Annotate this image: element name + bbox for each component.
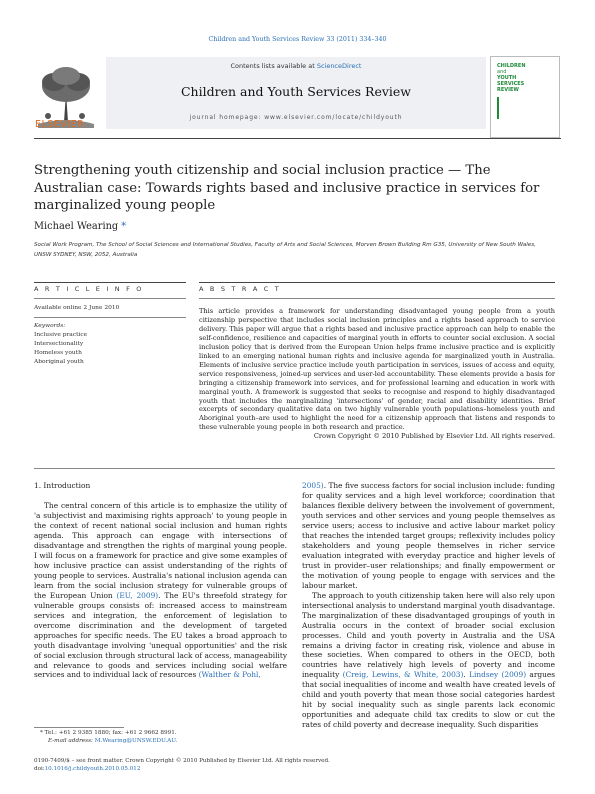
info-mid-rule xyxy=(34,317,186,318)
keyword: Intersectionality xyxy=(34,340,84,347)
abstract-top-rule xyxy=(199,282,555,283)
keyword: Aboriginal youth xyxy=(34,358,84,365)
keywords-block xyxy=(34,322,184,367)
issn-line: 0190-7409/$ – see front matter. Crown Copyright © 2010 Published by Elsevier Ltd. All rights reserved. xyxy=(34,758,330,764)
abstract-bottom-rule xyxy=(34,468,555,469)
publisher-name: ELSEVIER xyxy=(35,119,85,130)
keyword: Inclusive practice xyxy=(34,331,88,338)
cover-line: CHILDREN xyxy=(497,63,526,69)
abstract-heading: A B S T R A C T xyxy=(199,285,281,293)
doi-link[interactable]: 10.1016/j.childyouth.2010.05.012 xyxy=(44,766,141,772)
section-heading-introduction: 1. Introduction xyxy=(34,481,91,490)
abstract-body xyxy=(199,307,555,441)
author-footnote xyxy=(40,730,280,746)
contents-prefix: Contents lists available at xyxy=(230,62,317,70)
right-column xyxy=(302,481,555,730)
author-line xyxy=(34,221,126,232)
author-affiliation: Social Work Program, The School of Social Sciences and International Studies, Faculty of Arts and Social Sciences, Morven Brown Building Rm G35, University of New South Wales, UNSW SYDNEY, NSW, 2052, Australia xyxy=(34,242,536,258)
info-sub-rule xyxy=(34,298,186,299)
running-head[interactable]: Children and Youth Services Review 33 (2011) 334–340 xyxy=(208,36,387,43)
cover-line: SERVICES xyxy=(497,81,525,87)
intro-text: argues that social inequalities of income and wealth have created levels of child and youth poverty that mean those social categories hardest hit by social inequality such as single parents lack economic opportunities and adequate child tax credits to slow or cut the rates of child poverty and decrease inequality. Such disparities xyxy=(302,670,556,730)
citation-link[interactable]: (EU, 2009) xyxy=(116,590,159,600)
intro-text: The central concern of this article is to emphasize the utility of 'a subjectivist and maximising rights approach' to young people in the context of recent national social inclusion and human rights agenda. This approach can engage with intersections of disadvantage and strengthen the rights of marginal young people. I will focus on a framework for practice and give some examples of how inclusive practice can assist understanding of the rights of young people to services. Australia's national inclusion agenda can learn from the social inclusion strategy for vulnerable groups of the European Union xyxy=(34,501,287,600)
cover-line: YOUTH xyxy=(497,75,517,81)
footnote-rule xyxy=(34,727,124,728)
footnote-phone: * Tel.: +61 2 9385 1880; fax: +61 2 9662 8991. xyxy=(40,730,177,736)
cover-rule xyxy=(497,97,499,119)
citation-link[interactable]: (Creig, Lewins, & White, 2003) xyxy=(342,670,464,680)
article-info-heading: A R T I C L E I N F O xyxy=(34,285,144,293)
intro-paragraph-1-cont xyxy=(302,481,555,591)
author-email-link[interactable]: M.Wearing@UNSW.EDU.AU. xyxy=(94,737,178,744)
keywords-label: Keywords: xyxy=(34,323,66,329)
author-name: Michael Wearing xyxy=(34,221,119,232)
citation-link[interactable]: (Walther & Pohl, xyxy=(198,670,261,680)
article-title: Strengthening youth citizenship and social inclusion practice — The Australian case: Towards rights based and inclusive practice in services for marginalized young people xyxy=(34,163,540,213)
contents-line xyxy=(106,62,486,70)
cover-line: REVIEW xyxy=(497,87,519,93)
intro-paragraph-2 xyxy=(302,591,555,731)
journal-homepage[interactable]: journal homepage: www.elsevier.com/locate/childyouth xyxy=(189,114,403,121)
sciencedirect-link[interactable]: ScienceDirect xyxy=(316,62,362,70)
abstract-text: This article provides a framework for understanding disadvantaged young people from a youth citizenship perspective that includes social inclusion principles and a rights based approach to service delivery. This paper will argue that a rights based and inclusive practice approach can help to enable the self-confidence, resilience and capacities of marginal youth in efforts to counter social exclusion. A social inclusion policy that is derived from the European Union helps frame inclusive practice and is explicitly linked to an emerging national human rights and inclusive agenda for marginalized youth in Australia. Elements of inclusive service practice include youth participation in services, issues of access and equity, service responsiveness, joined-up services and user-led accountability. These elements provide a basis for bringing a citizenship framework into services, and for professional learning and education in work with marginal youth. A framework is suggested that seeks to recognise and respond to highly disadvantaged youth that includes the marginalizing 'intersections' of gender, racial and disability identities. Brief excerpts of secondary qualitative data on two highly vulnerable youth populations–homeless youth and Aboriginal youth–are used to highlight the need for a citizenship approach that listens and responds to these vulnerable young people in both research and practice. xyxy=(199,307,555,432)
intro-text: . xyxy=(463,670,470,680)
left-column xyxy=(34,501,287,680)
journal-title: Children and Youth Services Review xyxy=(180,84,412,99)
footnote-email-label: E-mail address: xyxy=(48,737,95,744)
cover-line: and xyxy=(497,69,507,75)
author-footnote-mark[interactable]: * xyxy=(121,221,127,232)
citation-link[interactable]: 2005) xyxy=(302,481,324,490)
keyword: Homeless youth xyxy=(34,349,82,356)
intro-text: The approach to youth citizenship taken here will also rely upon intersectional analysis to understand marginal youth disadvantage. The marginalization of these disadvantaged groupings of youth in Australia occurs in the context of broader social exclusion processes. Child and youth poverty in Australia and the USA remains a driving factor in creating risk, violence and abuse in these societies. When compared to others in the OECD, both countries have relatively high levels of poverty and income inequality xyxy=(302,590,555,680)
page-footer xyxy=(34,757,554,773)
citation-link[interactable]: Lindsey (2009) xyxy=(469,670,527,680)
intro-paragraph-1 xyxy=(34,501,287,680)
available-online: Available online 2 June 2010 xyxy=(34,305,120,311)
info-top-rule xyxy=(34,282,186,283)
journal-cover-thumbnail xyxy=(490,56,560,138)
abstract-sub-rule xyxy=(199,298,555,299)
intro-text: . The EU's threefold strategy for vulnerable groups consists of: increased access to mainstream services and integration, the enforcement of legislation to overcome discrimination and the development of targeted approaches for specific needs. The EU takes a broad approach to youth disadvantage involving 'unequal opportunities' and the risk of social exclusion through structural lack of access, manageability and relevance to goods and services including social welfare services and to individual lack of resources xyxy=(34,590,287,680)
intro-text: . The five success factors for social inclusion include: funding for quality services and a high level workforce; coordination that balances flexible delivery between the involvement of government, youth services and other services and young people themselves as service users; access to inclusive and active labour market policy that reaches the intended target groups; reflexivity includes policy stakeholders and young people themselves in richer service evaluation integrated with everyday practice and higher levels of trust in provider–user relationships; and finally empowerment or the motivation of young people to engage with services and the labour market. xyxy=(302,481,555,590)
doi-label: doi: xyxy=(34,766,45,772)
abstract-copyright: Crown Copyright © 2010 Published by Elsevier Ltd. All rights reserved. xyxy=(313,432,555,441)
